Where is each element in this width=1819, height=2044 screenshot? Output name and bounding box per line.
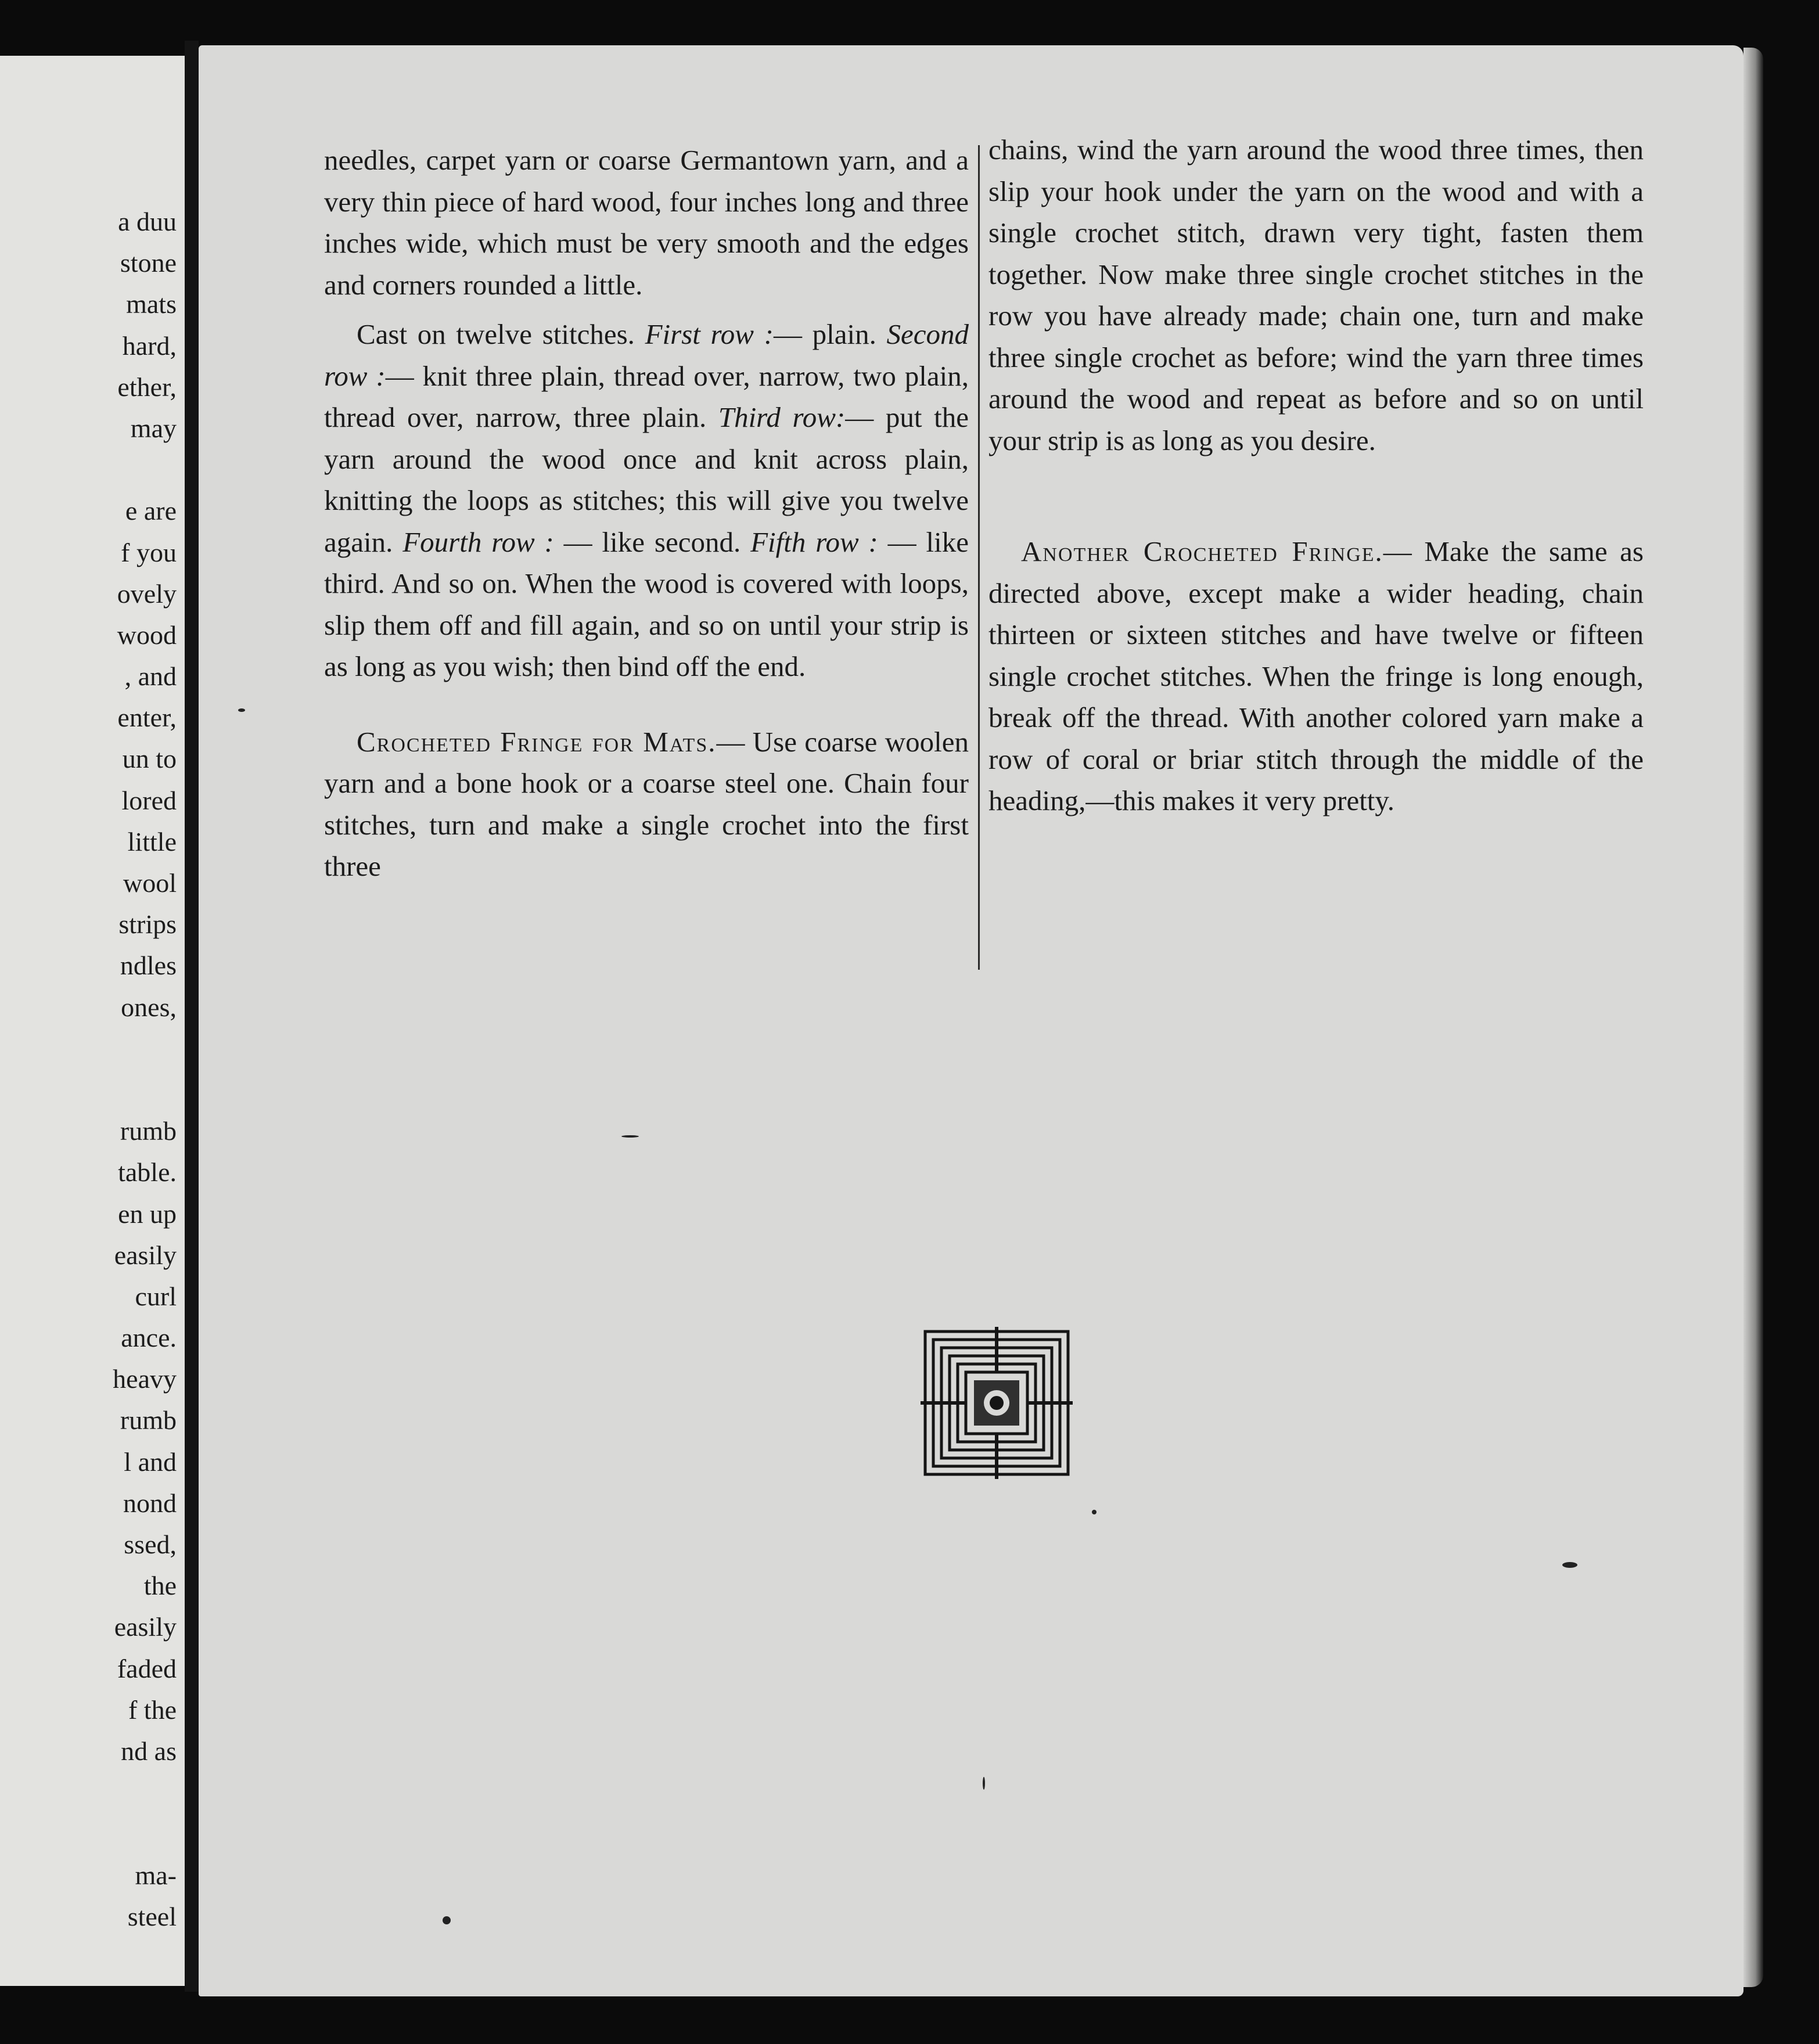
previous-page-fragment: a duu [118,207,177,236]
paragraph-another-fringe: Another Crocheted Fringe.— Make the same as directed above, except make a wider heading, chain thirteen or sixteen stitches and have twelve or fifteen single crochet stitches. When the fringe is long enough, break off the thread. With another colored yarn make a row of coral or briar stitch through the middle of the heading,—this makes it very pretty. [988,535,1644,816]
fourth-row-label: Fourth row : [402,526,554,558]
previous-page-fragment: ssed, [124,1530,177,1559]
previous-page-fragment: ndles [120,951,177,981]
previous-page-fragment: ance. [121,1323,177,1353]
scan-speck [443,1916,451,1924]
previous-page-fragment: mats [126,289,177,319]
previous-page-fragment [113,1772,177,1813]
fifth-row-label: Fifth row : [750,526,878,558]
previous-page-fragment: may [130,413,177,443]
previous-page-fragment [113,1813,177,1854]
scan-speck [983,1777,985,1790]
previous-page-text-fragments [113,201,177,1937]
scan-speck [621,1135,639,1138]
previous-page-fragment: enter, [117,703,177,733]
section-heading-crocheted-fringe: Crocheted Fringe for Mats. [357,725,717,758]
previous-page-strip [0,56,185,1986]
square-fret-ornament-icon [921,1327,1073,1479]
previous-page-fragment: rumb [120,1116,177,1146]
third-row-label: Third row: [718,401,846,433]
paragraph-materials: needles, carpet yarn or coarse Germantown yarn, and a very thin piece of hard wood, four inches long and three inches wide, which must be very smooth and the edges and corners rounded a little. [324,144,969,301]
previous-page-fragment: stone [120,248,177,278]
previous-page-fragment: f the [128,1694,177,1725]
previous-page-fragment: hard, [122,330,177,361]
previous-page-fragment: lored [121,785,177,815]
previous-page-fragment: ovely [117,578,177,609]
scan-speck [1092,1510,1097,1514]
previous-page-fragment: e are [125,496,177,526]
previous-page-fragment: ones, [121,992,177,1022]
previous-page-fragment: en up [118,1199,177,1229]
previous-page-fragment: rumb [120,1405,177,1435]
previous-page-fragment: ether, [117,372,177,402]
previous-page-fragment: f you [121,537,177,567]
previous-page-fragment: l and [124,1446,177,1477]
previous-page-fragment: , and [124,661,177,692]
previous-page-fragment [113,449,177,490]
previous-page-fragment: easily [114,1240,177,1270]
previous-page-fragment: the [143,1571,177,1601]
previous-page-fragment: nd as [121,1736,177,1766]
paragraph-crocheted-fringe: Crocheted Fringe for Mats.— Use coarse woolen yarn and a bone hook or a coarse steel one. Chain four stitches, turn and make a single crochet into the first three [324,725,969,882]
previous-page-fragment [113,1069,177,1110]
previous-page-fragment: table. [118,1157,177,1187]
previous-page-fragment: wool [123,868,177,898]
previous-page-fragment: un to [122,744,177,774]
right-text-column [988,129,1644,822]
previous-page-fragment: wood [117,620,177,650]
scan-speck [238,708,245,712]
column-divider-rule [978,145,980,970]
book-spine [185,41,199,1992]
page-edge-shadow [1743,48,1763,1987]
section-heading-another-fringe: Another Crocheted Fringe. [1021,535,1383,567]
previous-page-fragment: heavy [113,1364,177,1394]
first-row-label: First row : [645,318,774,350]
second-row-label: Second row : [324,318,969,392]
previous-page-fragment: steel [127,1901,177,1931]
paragraph-fringe-continued: chains, wind the yarn around the wood three times, then slip your hook under the yarn on the wood and with a single crochet stitch, drawn very tight, fasten them together. Now make three single crochet stitches in the row you have already made; chain one, turn and make three single crochet as before; wind the yarn three times around the wood and repeat as before and so on until your strip is as long as you desire. [988,134,1644,456]
paragraph-knitting-rows: Cast on twelve stitches. First row :— plain. Second row :— knit three plain, thread over, narrow, two plain, thread over, narrow, three plain. Third row:— put the yarn around the wood once and knit across plain, knitting the loops as stitches; this will give you twelve again. Fourth row : — like second. Fifth row : — like third. And so on. When the wood is covered with loops, slip them off and fill again, and so on until your strip is as long as you wish; then bind off the end. [324,318,969,682]
previous-page-fragment: strips [118,909,177,940]
left-text-column [324,139,969,887]
scan-speck [1562,1562,1577,1568]
previous-page-fragment: curl [135,1281,177,1311]
previous-page-fragment: easily [114,1612,177,1642]
previous-page-fragment [113,1028,177,1069]
previous-page-fragment: faded [117,1653,177,1683]
previous-page-fragment: little [127,826,177,857]
previous-page-fragment: ma- [135,1860,177,1890]
previous-page-fragment: nond [123,1488,177,1518]
